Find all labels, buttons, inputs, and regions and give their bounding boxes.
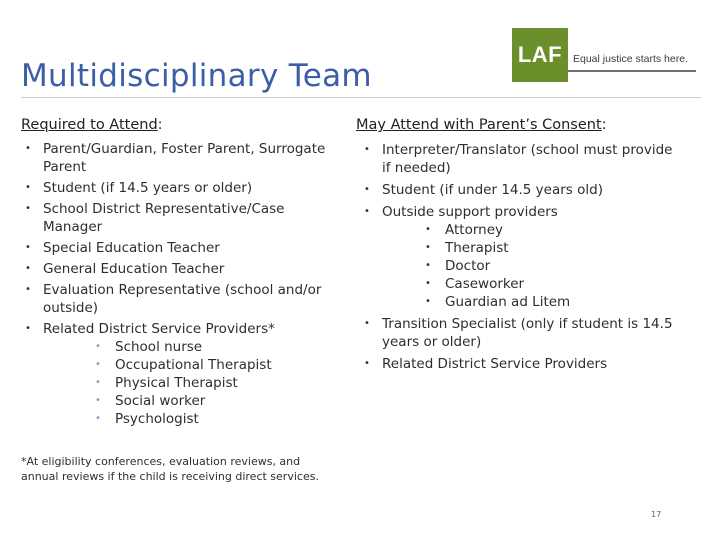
sub-bullet-icon: •	[95, 395, 101, 406]
sub-list-item	[425, 275, 682, 293]
may-attend-heading-colon: :	[601, 117, 607, 133]
sub-list-item	[95, 410, 333, 428]
list-item	[364, 203, 682, 311]
bullet-icon: •	[25, 323, 31, 334]
related-providers-sublist	[95, 338, 333, 428]
bullet-icon: •	[25, 263, 31, 274]
required-heading-text: Required to Attend	[21, 117, 158, 133]
slide-title: Multidisciplinary Team	[21, 58, 372, 94]
sub-list-item-text: Attorney	[445, 222, 504, 238]
list-item	[364, 141, 682, 177]
sub-list-item	[425, 257, 682, 275]
sub-bullet-icon: •	[425, 296, 431, 307]
bullet-icon: •	[25, 143, 31, 154]
list-item-text: Related District Service Providers*	[43, 321, 275, 337]
list-item-text: Transition Specialist (only if student is 14.5 years or older)	[382, 316, 673, 350]
sub-bullet-icon: •	[425, 242, 431, 253]
sub-list-item	[425, 239, 682, 257]
sub-list-item-text: Physical Therapist	[115, 375, 238, 391]
sub-bullet-icon: •	[95, 413, 101, 424]
list-item-text: Parent/Guardian, Foster Parent, Surrogate Parent	[43, 141, 326, 175]
may-attend-list	[364, 141, 682, 377]
laf-logo	[512, 28, 696, 82]
sub-bullet-icon: •	[95, 359, 101, 370]
sub-bullet-icon: •	[95, 377, 101, 388]
logo-tagline-bar	[568, 52, 696, 72]
sub-list-item-text: Caseworker	[445, 276, 525, 292]
sub-list-item	[95, 374, 333, 392]
list-item	[364, 355, 682, 373]
list-item-text: Special Education Teacher	[43, 240, 220, 256]
outside-providers-sublist	[425, 221, 682, 311]
sub-list-item-text: Guardian ad Litem	[445, 294, 571, 310]
bullet-icon: •	[25, 203, 31, 214]
list-item-text: Interpreter/Translator (school must provide if needed)	[382, 142, 673, 176]
sub-list-item	[425, 293, 682, 311]
sub-list-item-text: School nurse	[115, 339, 203, 355]
list-item	[25, 320, 333, 428]
list-item	[25, 281, 333, 317]
may-attend-heading-text: May Attend with Parent’s Consent	[356, 117, 602, 133]
list-item-text: Outside support providers	[382, 204, 558, 220]
list-item-text: School District Representative/Case Manager	[43, 201, 285, 235]
sub-list-item	[95, 338, 333, 356]
logo-tagline: Equal justice starts here.	[573, 53, 688, 65]
list-item	[364, 181, 682, 199]
bullet-icon: •	[25, 284, 31, 295]
bullet-icon: •	[364, 184, 370, 195]
may-attend-heading	[356, 117, 607, 133]
list-item-text: General Education Teacher	[43, 261, 225, 277]
sub-list-item-text: Doctor	[445, 258, 491, 274]
sub-list-item-text: Social worker	[115, 393, 206, 409]
required-list	[25, 140, 333, 431]
footnote: *At eligibility conferences, evaluation reviews, and annual reviews if the child is receiving direct services.	[21, 455, 319, 483]
sub-list-item	[95, 356, 333, 374]
list-item	[25, 200, 333, 236]
bullet-icon: •	[25, 242, 31, 253]
sub-list-item	[425, 221, 682, 239]
list-item	[25, 260, 333, 278]
required-heading	[21, 117, 163, 133]
sub-list-item-text: Therapist	[445, 240, 509, 256]
sub-list-item-text: Psychologist	[115, 411, 199, 427]
sub-bullet-icon: •	[95, 341, 101, 352]
logo-mark: LAF	[512, 28, 568, 82]
sub-list-item	[95, 392, 333, 410]
list-item	[25, 239, 333, 257]
page-number: 17	[651, 510, 662, 519]
bullet-icon: •	[364, 358, 370, 369]
bullet-icon: •	[364, 206, 370, 217]
list-item	[25, 140, 333, 176]
required-heading-colon: :	[157, 117, 163, 133]
list-item	[364, 315, 682, 351]
list-item-text: Related District Service Providers	[382, 356, 608, 372]
sub-bullet-icon: •	[425, 260, 431, 271]
list-item-text: Student (if 14.5 years or older)	[43, 180, 253, 196]
list-item	[25, 179, 333, 197]
bullet-icon: •	[364, 318, 370, 329]
list-item-text: Evaluation Representative (school and/or outside)	[43, 282, 322, 316]
list-item-text: Student (if under 14.5 years old)	[382, 182, 603, 198]
title-divider	[21, 97, 701, 98]
bullet-icon: •	[25, 182, 31, 193]
sub-bullet-icon: •	[425, 278, 431, 289]
bullet-icon: •	[364, 144, 370, 155]
sub-list-item-text: Occupational Therapist	[115, 357, 272, 373]
sub-bullet-icon: •	[425, 224, 431, 235]
